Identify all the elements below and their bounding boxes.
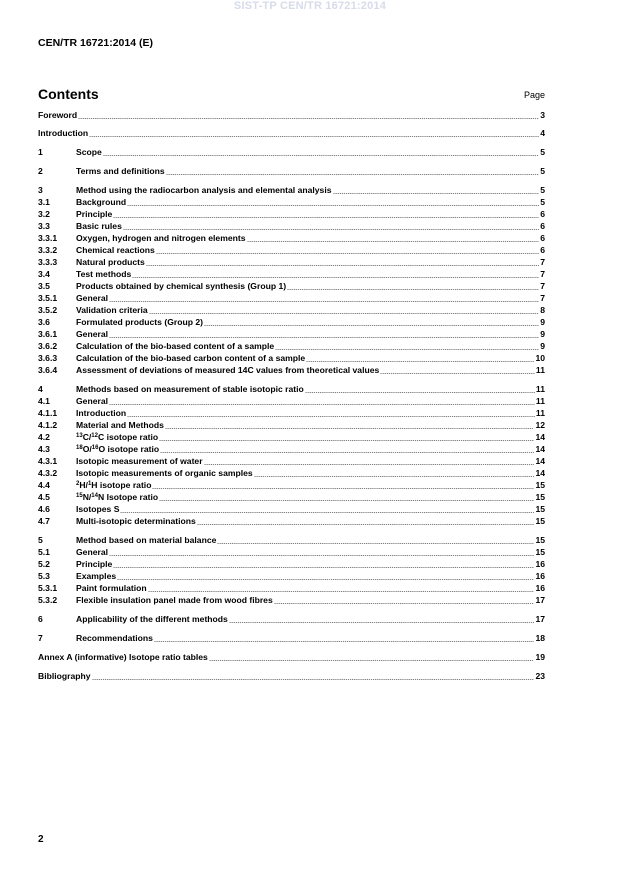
mass-number-superscript: 14	[91, 493, 98, 499]
toc-entry-number: 4.5	[38, 492, 50, 502]
toc-entry-page: 16	[535, 583, 545, 593]
toc-entry-number: 5.3.1	[38, 583, 58, 593]
toc-entry-page: 11	[535, 396, 545, 406]
page-column-label: Page	[523, 90, 545, 100]
mass-number-superscript: 18	[76, 445, 83, 451]
toc-entry[interactable]	[38, 197, 545, 208]
toc-entry-number: 4.1.2	[38, 420, 58, 430]
toc-entry-title: Assessment of deviations of measured 14C values from theoretical values	[76, 365, 380, 375]
toc-entry-title: Background	[76, 197, 127, 207]
toc-entry-number: 3.2	[38, 209, 50, 219]
toc-entry-page: 17	[535, 595, 545, 605]
toc-entry-number: 4.7	[38, 516, 50, 526]
dot-leader	[113, 217, 539, 218]
toc-entry-title: Principle	[76, 559, 113, 569]
toc-entry-number: 3.5.1	[38, 293, 58, 303]
toc-entry-number: 4	[38, 384, 43, 394]
toc-entry-title: Isotopic measurement of water	[76, 456, 203, 466]
toc-entry-title: General	[76, 329, 109, 339]
toc-entry-number: 7	[38, 633, 43, 643]
toc-entry[interactable]	[38, 353, 545, 364]
toc-entry-page: 3	[540, 110, 545, 120]
toc-entry-title: Oxygen, hydrogen and nitrogen elements	[76, 233, 246, 243]
dot-leader	[120, 512, 534, 513]
toc-entry-number: 2	[38, 166, 43, 176]
isotope-ratio-label: H isotope ratio	[91, 480, 152, 490]
toc-entry[interactable]	[38, 110, 545, 121]
dot-leader	[197, 524, 535, 525]
toc-entry[interactable]	[38, 257, 545, 268]
dot-leader	[275, 349, 539, 350]
toc-entry[interactable]	[38, 293, 545, 304]
dot-leader	[92, 679, 535, 680]
toc-entry-title: Scope	[76, 147, 102, 157]
toc-entry-title: Basic rules	[76, 221, 122, 231]
toc-entry[interactable]	[38, 209, 545, 220]
dot-leader	[117, 579, 534, 580]
watermark: SIST-TP CEN/TR 16721:2014	[233, 0, 387, 12]
toc-entry-number: 4.3.2	[38, 468, 58, 478]
isotope-symbol: C/	[82, 432, 92, 442]
toc-entry-title: Multi-isotopic determinations	[76, 516, 196, 526]
toc-entry-number: 3.6.4	[38, 365, 58, 375]
toc-entry[interactable]	[38, 432, 545, 443]
toc-entry-title	[76, 492, 158, 503]
toc-entry-title: Material and Methods	[76, 420, 164, 430]
toc-entry-title: Introduction	[38, 128, 89, 138]
toc-entry-page: 9	[540, 329, 545, 339]
toc-entry-page: 10	[535, 353, 545, 363]
page-number: 2	[38, 834, 44, 845]
toc-entry-page: 5	[540, 197, 545, 207]
toc-entry-number: 4.1.1	[38, 408, 58, 418]
toc-entry-title: General	[76, 293, 109, 303]
toc-entry-number: 3.6.3	[38, 353, 58, 363]
toc-entry-page: 11	[535, 365, 545, 375]
toc-entry-page: 14	[535, 456, 545, 466]
toc-entry-number: 3.3.2	[38, 245, 58, 255]
mass-number-superscript: 16	[91, 445, 99, 451]
dot-leader	[127, 416, 535, 417]
toc-entry[interactable]	[38, 221, 545, 232]
toc-entry-number: 4.6	[38, 504, 50, 514]
toc-entry-number: 1	[38, 147, 43, 157]
toc-entry[interactable]	[38, 652, 545, 663]
toc-entry-page: 5	[540, 166, 545, 176]
toc-entry-title: Examples	[76, 571, 117, 581]
dot-leader	[156, 253, 539, 254]
toc-entry-number: 4.2	[38, 432, 50, 442]
document-id: CEN/TR 16721:2014 (E)	[38, 37, 153, 49]
toc-entry-number: 3.4	[38, 269, 50, 279]
toc-entry-number: 3	[38, 185, 43, 195]
mass-number-superscript: 13	[76, 433, 83, 439]
dot-leader	[152, 488, 534, 489]
toc-entry-title: Isotopes S	[76, 504, 120, 514]
dot-leader	[306, 361, 534, 362]
toc-entry[interactable]	[38, 535, 545, 546]
dot-leader	[123, 229, 539, 230]
toc-entry-number: 6	[38, 614, 43, 624]
toc-entry-number: 3.3	[38, 221, 50, 231]
toc-entry-page: 23	[535, 671, 545, 681]
dot-leader	[165, 428, 535, 429]
dot-leader	[247, 241, 540, 242]
toc-entry-title: Natural products	[76, 257, 145, 267]
toc-entry[interactable]	[38, 420, 545, 431]
dot-leader	[204, 325, 539, 326]
toc-entry-title: Terms and definitions	[76, 166, 165, 176]
dot-leader	[132, 277, 539, 278]
toc-entry-page: 7	[540, 269, 545, 279]
toc-entry-title: Validation criteria	[76, 305, 148, 315]
toc-entry[interactable]	[38, 633, 545, 644]
toc-entry-title: Applicability of the different methods	[76, 614, 228, 624]
dot-leader	[380, 373, 535, 374]
toc-entry[interactable]	[38, 671, 545, 682]
dot-leader	[159, 500, 534, 501]
toc-entry-number: 5.3	[38, 571, 50, 581]
dot-leader	[148, 591, 535, 592]
toc-entry[interactable]	[38, 185, 545, 196]
toc-entry-number: 4.3.1	[38, 456, 58, 466]
toc-entry-page: 8	[540, 305, 545, 315]
dot-leader	[217, 543, 534, 544]
toc-entry[interactable]	[38, 166, 545, 177]
toc-entry-number: 5.3.2	[38, 595, 58, 605]
mass-number-superscript: 12	[91, 433, 98, 439]
toc-entry-title: Method using the radiocarbon analysis and elemental analysis	[76, 185, 332, 195]
toc-entry-number: 4.3	[38, 444, 50, 454]
toc-entry[interactable]	[38, 147, 545, 158]
toc-entry-number: 5	[38, 535, 43, 545]
toc-entry[interactable]	[38, 384, 545, 395]
toc-entry[interactable]	[38, 396, 545, 407]
contents-heading: Contents	[38, 86, 99, 102]
toc-entry-number: 4.1	[38, 396, 50, 406]
toc-entry[interactable]	[38, 480, 545, 491]
toc-entry-number: 3.6.1	[38, 329, 58, 339]
toc-entry-title: General	[76, 396, 109, 406]
toc-entry-title: Method based on material balance	[76, 535, 217, 545]
dot-leader	[109, 404, 535, 405]
toc-entry-page: 5	[540, 147, 545, 157]
toc-entry[interactable]	[38, 365, 545, 376]
toc-entry-page: 15	[535, 504, 545, 514]
isotope-symbol: N/	[82, 492, 92, 502]
toc-entry-number: 3.3.3	[38, 257, 58, 267]
dot-leader	[333, 193, 540, 194]
toc-entry-title: Chemical reactions	[76, 245, 155, 255]
mass-number-superscript: 15	[76, 493, 83, 499]
toc-entry-page: 6	[540, 233, 545, 243]
toc-entry-title: Formulated products (Group 2)	[76, 317, 203, 327]
toc-entry-title: Isotopic measurements of organic samples	[76, 468, 253, 478]
dot-leader	[159, 440, 534, 441]
isotope-symbol: H/	[79, 480, 88, 490]
toc-entry[interactable]	[38, 547, 545, 558]
dot-leader	[287, 289, 539, 290]
toc-entry-page: 4	[540, 128, 545, 138]
mass-number-superscript: 2	[76, 481, 80, 487]
toc-entry[interactable]	[38, 329, 545, 340]
toc-entry-title: Principle	[76, 209, 113, 219]
toc-entry-title: Introduction	[76, 408, 127, 418]
toc-entry-title: Flexible insulation panel made from wood fibres	[76, 595, 273, 605]
toc-entry-number: 3.6	[38, 317, 50, 327]
toc-entry[interactable]	[38, 233, 545, 244]
toc-entry-page: 18	[535, 633, 545, 643]
toc-entry-number: 3.5	[38, 281, 50, 291]
dot-leader	[109, 337, 539, 338]
toc-entry-number: 4.4	[38, 480, 50, 490]
toc-entry-page: 15	[535, 492, 545, 502]
toc-entry-page: 6	[540, 245, 545, 255]
toc-entry-page: 9	[540, 341, 545, 351]
dot-leader	[89, 136, 539, 137]
dot-leader	[113, 567, 534, 568]
toc-entry[interactable]	[38, 492, 545, 503]
dot-leader	[103, 155, 539, 156]
toc-entry-number: 5.2	[38, 559, 50, 569]
isotope-ratio-label: C isotope ratio	[97, 432, 159, 442]
toc-entry-page: 9	[540, 317, 545, 327]
isotope-ratio-label: N Isotope ratio	[97, 492, 159, 502]
toc-entry-number: 3.1	[38, 197, 50, 207]
toc-entry-title: Methods based on measurement of stable isotopic ratio	[76, 384, 304, 394]
toc-entry-title: Bibliography	[38, 671, 91, 681]
dot-leader	[209, 660, 535, 661]
toc-entry-page: 6	[540, 209, 545, 219]
toc-entry-page: 15	[535, 516, 545, 526]
toc-entry-page: 12	[535, 420, 545, 430]
toc-entry-page: 17	[535, 614, 545, 624]
dot-leader	[109, 301, 539, 302]
toc-entry-title: General	[76, 547, 109, 557]
toc-entry[interactable]	[38, 408, 545, 419]
toc-entry[interactable]	[38, 614, 545, 625]
toc-entry[interactable]	[38, 341, 545, 352]
toc-entry[interactable]	[38, 504, 545, 515]
toc-entry-title: Products obtained by chemical synthesis (Group 1)	[76, 281, 287, 291]
toc-entry[interactable]	[38, 269, 545, 280]
dot-leader	[78, 118, 539, 119]
isotope-symbol: O/	[82, 444, 92, 454]
toc-entry-page: 15	[535, 535, 545, 545]
toc-entry[interactable]	[38, 456, 545, 467]
dot-leader	[204, 464, 535, 465]
dot-leader	[146, 265, 539, 266]
toc-entry-page: 15	[535, 480, 545, 490]
dot-leader	[274, 603, 535, 604]
toc-entry-page: 5	[540, 185, 545, 195]
toc-entry-number: 3.5.2	[38, 305, 58, 315]
toc-entry[interactable]	[38, 468, 545, 479]
toc-entry-page: 14	[535, 468, 545, 478]
toc-entry[interactable]	[38, 571, 545, 582]
toc-entry[interactable]	[38, 583, 545, 594]
toc-entry-title: Test methods	[76, 269, 132, 279]
toc-entry-number: 3.6.2	[38, 341, 58, 351]
toc-entry[interactable]	[38, 444, 545, 455]
toc-entry[interactable]	[38, 281, 545, 292]
toc-entry-page: 14	[535, 444, 545, 454]
isotope-ratio-label: O isotope ratio	[98, 444, 160, 454]
mass-number-superscript: 1	[87, 481, 92, 487]
dot-leader	[166, 174, 540, 175]
toc-entry-page: 19	[535, 652, 545, 662]
toc-entry-page: 11	[535, 384, 545, 394]
toc-entry-title	[76, 444, 159, 455]
toc-entry-page: 11	[535, 408, 545, 418]
toc-entry-title	[76, 480, 151, 491]
toc-entry-page: 7	[540, 281, 545, 291]
toc-entry-page: 15	[535, 547, 545, 557]
dot-leader	[229, 622, 535, 623]
dot-leader	[305, 392, 535, 393]
toc-entry-title: Annex A (informative) Isotope ratio tables	[38, 652, 208, 662]
toc-entry-page: 7	[540, 293, 545, 303]
toc-entry-title: Calculation of the bio-based content of a sample	[76, 341, 275, 351]
toc-entry-title	[76, 432, 158, 443]
dot-leader	[254, 476, 535, 477]
toc-entry-title: Calculation of the bio-based carbon content of a sample	[76, 353, 306, 363]
toc-entry-page: 16	[535, 571, 545, 581]
toc-entry-page: 6	[540, 221, 545, 231]
toc-entry-page: 16	[535, 559, 545, 569]
toc-entry-number: 5.1	[38, 547, 50, 557]
toc-entry[interactable]	[38, 317, 545, 328]
toc-entry-page: 14	[535, 432, 545, 442]
dot-leader	[160, 452, 534, 453]
toc-entry[interactable]	[38, 305, 545, 316]
toc-entry-title: Recommendations	[76, 633, 153, 643]
toc-entry[interactable]	[38, 128, 545, 139]
dot-leader	[154, 641, 535, 642]
toc-entry-page: 7	[540, 257, 545, 267]
toc-entry-title: Foreword	[38, 110, 78, 120]
toc-entry[interactable]	[38, 595, 545, 606]
toc-entry[interactable]	[38, 245, 545, 256]
toc-entry-title: Paint formulation	[76, 583, 147, 593]
dot-leader	[149, 313, 540, 314]
toc-entry[interactable]	[38, 516, 545, 527]
toc-entry[interactable]	[38, 559, 545, 570]
dot-leader	[109, 555, 534, 556]
toc-entry-number: 3.3.1	[38, 233, 58, 243]
dot-leader	[127, 205, 539, 206]
